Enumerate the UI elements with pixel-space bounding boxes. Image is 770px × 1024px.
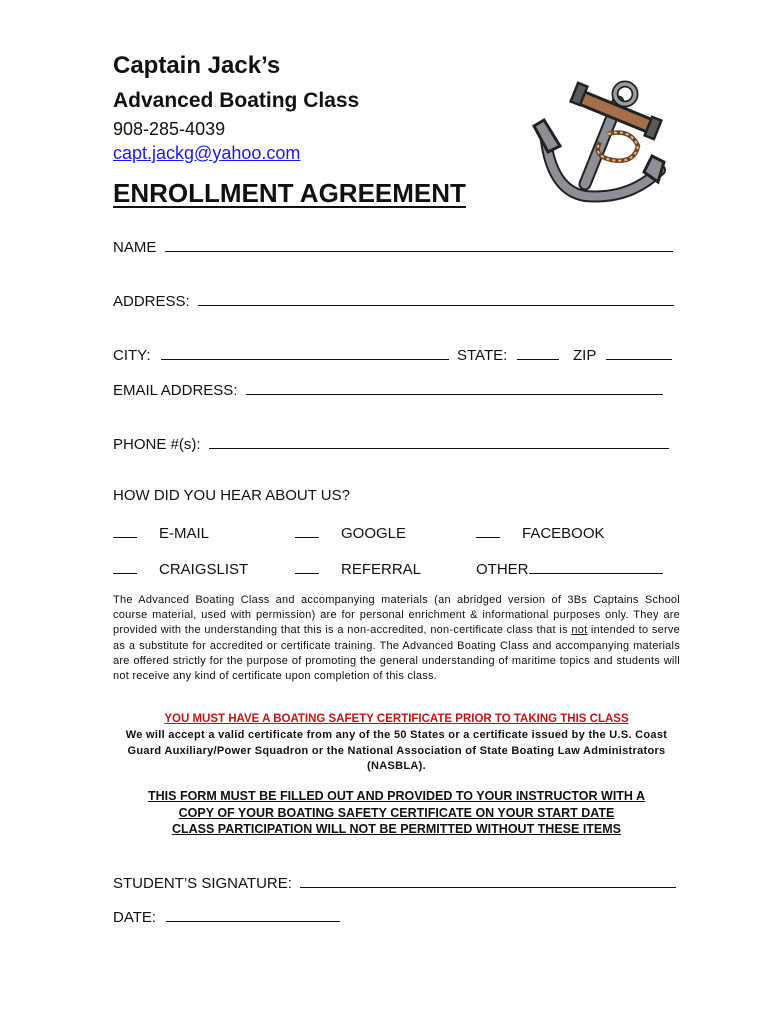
disclaimer-emphasis: not [571,624,588,637]
form-notice-line-2: COPY OF YOUR BOATING SAFETY CERTIFICATE ON YOUR START DATE [178,805,615,820]
address-label: ADDRESS: [113,293,190,310]
option-other-label: OTHER [476,561,529,578]
address-input-line[interactable] [198,291,674,306]
disclaimer-text-2: intended to serve as a substitute for accredited or certificate training. The Advanced Boating Class and accompanying materials are offered strictly for the purpose of promoting the general understanding of maritime topics and students will not receive any kind of certificate upon completion of this class. [113,624,681,683]
state-input-line[interactable] [517,345,559,360]
option-craigslist-blank[interactable] [113,559,137,574]
certificate-requirement-detail: We will accept a valid certificate from any of the 50 States or a certificate issued by the U.S. Coast Guard Auxiliary/Power Squadron or the National Association of State Boating Law Administrators (NASBLA). [125,729,668,772]
option-google-blank[interactable] [295,523,319,538]
name-field-row [113,237,673,257]
phone-field-row [113,434,669,454]
contact-phone: 908-285-4039 [113,119,226,139]
signature-field-row [113,873,676,893]
option-referral-label: REFERRAL [341,561,422,578]
contact-email-link[interactable]: capt.jackg@yahoo.com [113,143,301,163]
email-field-row [113,380,663,400]
signature-label: STUDENT’S SIGNATURE: [113,875,292,892]
option-other[interactable] [476,559,663,578]
name-input-line[interactable] [165,237,673,252]
disclaimer-paragraph [113,593,680,684]
referral-question: HOW DID YOU HEAR ABOUT US? [113,487,350,504]
name-label: NAME [113,239,157,256]
option-google-label: GOOGLE [341,525,407,542]
state-field-row [457,345,559,365]
date-label: DATE: [113,909,157,926]
option-referral[interactable] [295,559,421,578]
phone-input-line[interactable] [209,434,669,449]
option-email-label: E-MAIL [159,525,210,542]
class-name: Advanced Boating Class [113,89,360,112]
zip-input-line[interactable] [606,345,672,360]
disclaimer-text-1: The Advanced Boating Class and accompanying materials (an abridged version of 3Bs Captains School course material, used with permission) are for personal enrichment & informational purposes only. They are provided with the understanding that this is a non-accredited, non-certificate class that is [113,594,680,637]
certificate-requirement-headline: YOU MUST HAVE A BOATING SAFETY CERTIFICATE PRIOR TO TAKING THIS CLASS [164,713,629,725]
option-email-blank[interactable] [113,523,137,538]
document-title: ENROLLMENT AGREEMENT [113,178,466,208]
option-email[interactable] [113,523,209,542]
option-other-input-line[interactable] [529,559,663,574]
email-input-line[interactable] [246,380,663,395]
form-notice-line-1: THIS FORM MUST BE FILLED OUT AND PROVIDED TO YOUR INSTRUCTOR WITH A [148,789,645,803]
option-facebook[interactable] [476,523,605,542]
zip-field-row [573,345,672,365]
form-notice-line-3: CLASS PARTICIPATION WILL NOT BE PERMITTED WITHOUT THESE ITEMS [171,822,622,836]
zip-label: ZIP [573,347,597,364]
anchor-icon [530,72,670,212]
city-field-row [113,345,449,365]
form-submission-notice [113,788,680,838]
date-field-row [113,907,340,927]
phone-label: PHONE #(s): [113,436,201,453]
option-google[interactable] [295,523,406,542]
option-craigslist-label: CRAIGSLIST [159,561,249,578]
option-craigslist[interactable] [113,559,248,578]
state-label: STATE: [457,347,508,364]
org-name: Captain Jack’s [113,52,281,79]
city-label: CITY: [113,347,151,364]
option-facebook-label: FACEBOOK [522,525,605,542]
city-input-line[interactable] [161,345,449,360]
option-referral-blank[interactable] [295,559,319,574]
address-field-row [113,291,674,311]
option-facebook-blank[interactable] [476,523,500,538]
email-label: EMAIL ADDRESS: [113,382,238,399]
signature-input-line[interactable] [300,873,676,888]
date-input-line[interactable] [166,907,340,922]
